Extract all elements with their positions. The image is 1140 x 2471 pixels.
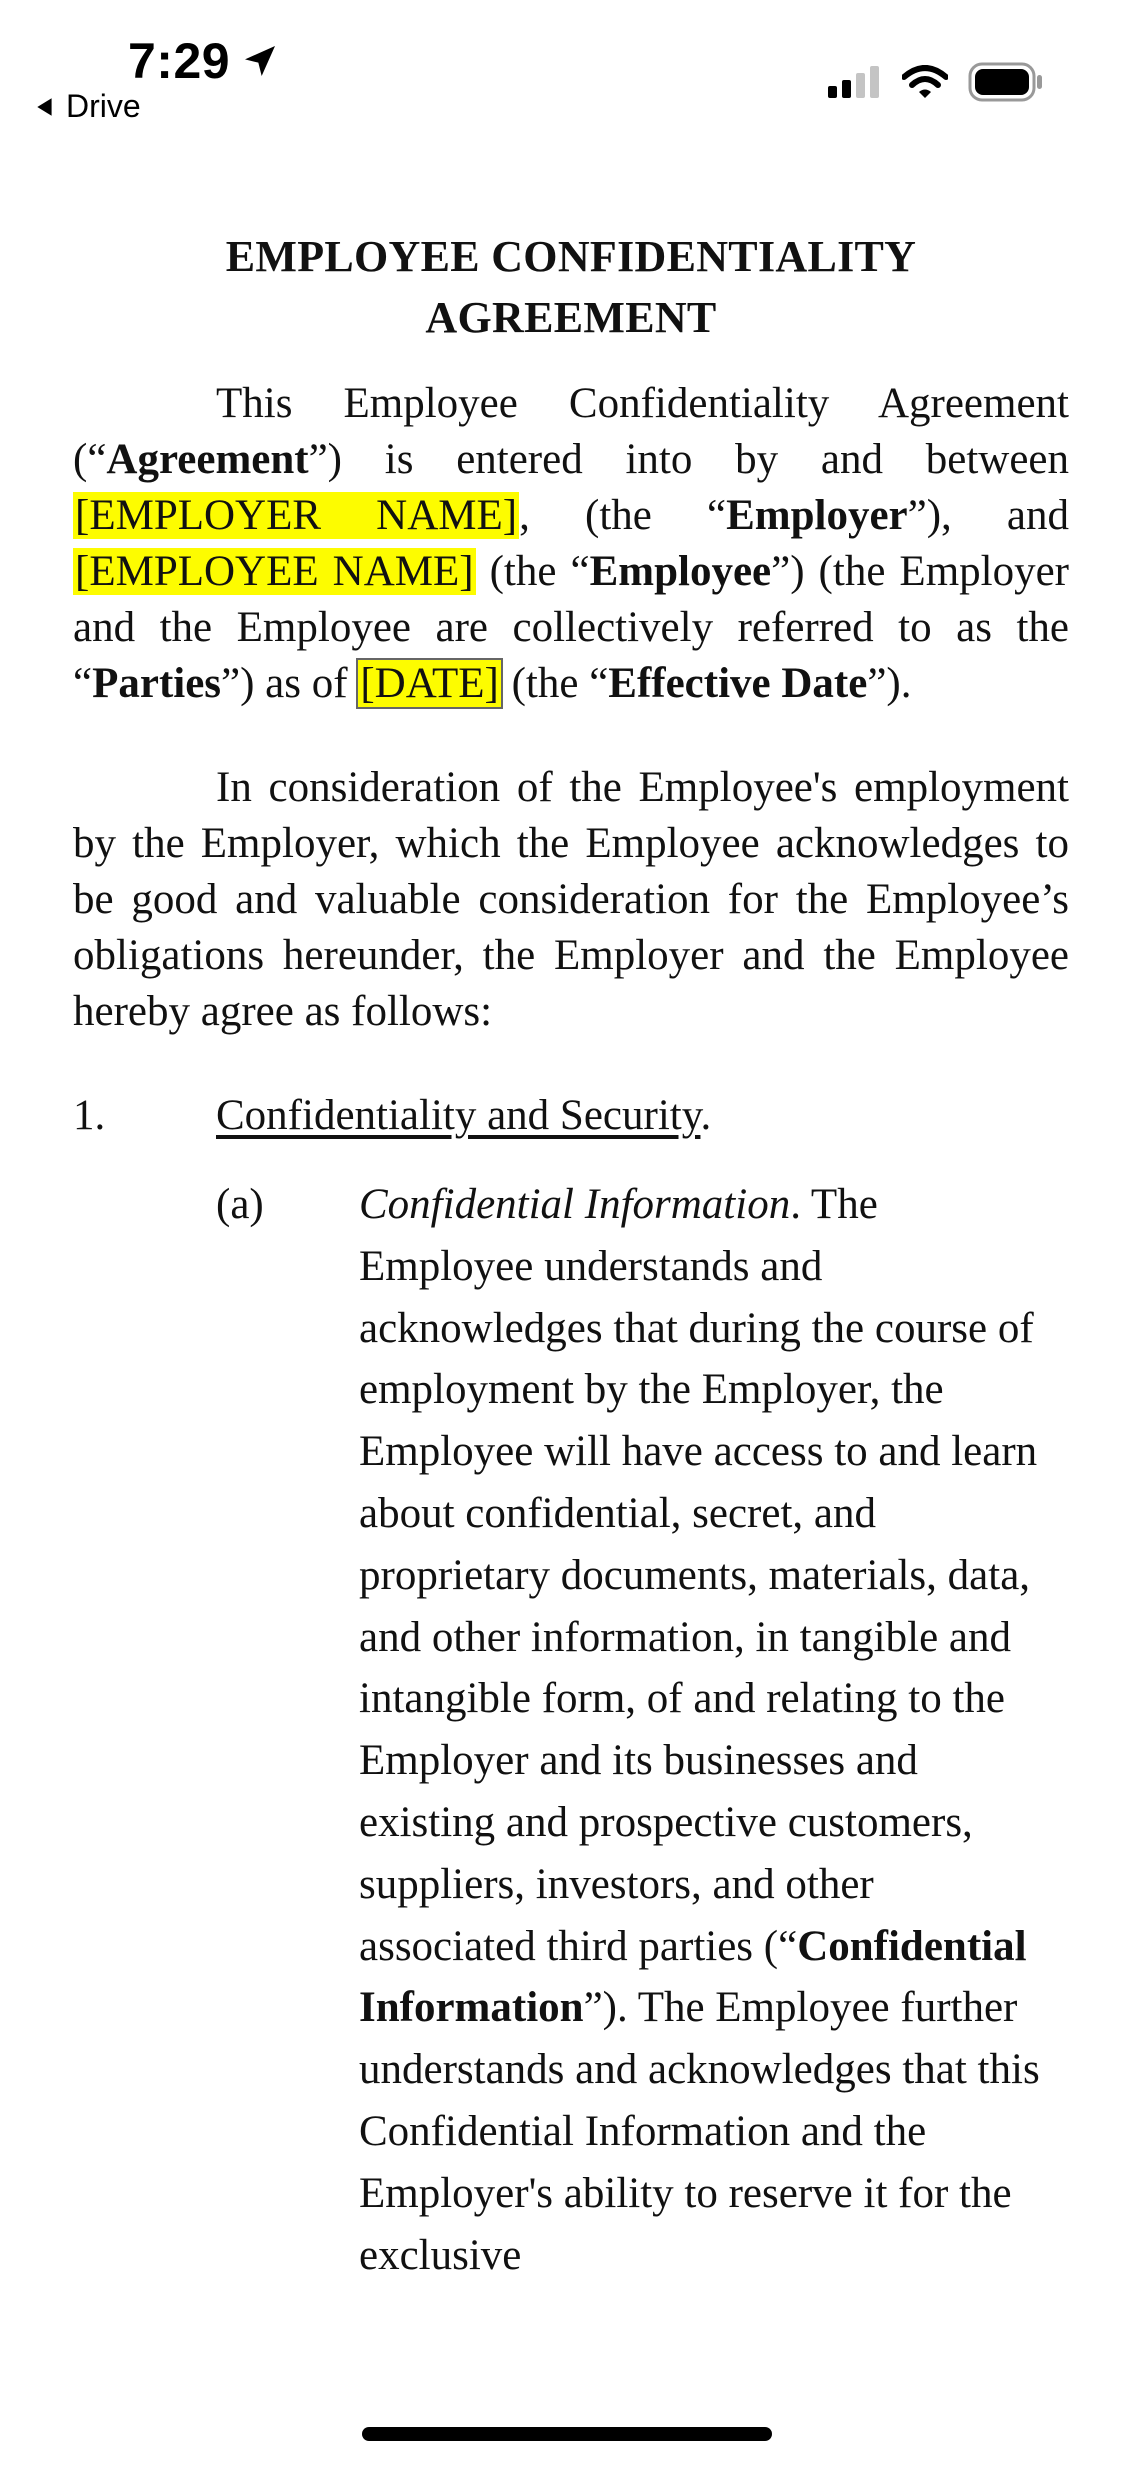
document-page: [73, 226, 1069, 2286]
intro-text: ”), and: [907, 492, 1069, 539]
employer-name-placeholder: [EMPLOYER NAME]: [75, 492, 518, 539]
signal-icon: [828, 66, 882, 98]
term-confidential-information: Confidential Information: [359, 1922, 1027, 2032]
term-effective-date: Effective Date: [608, 660, 868, 707]
term-agreement: Agreement: [106, 436, 309, 483]
subsection-heading: Confidential Information: [359, 1181, 791, 1228]
intro-text: ”).: [867, 660, 912, 707]
subsection-label: (a): [216, 1181, 264, 1228]
date-placeholder: [DATE]: [360, 660, 499, 707]
intro-text: ”) is entered into by and between: [308, 436, 1069, 483]
wifi-icon: [902, 65, 948, 99]
term-employer: Employer: [726, 492, 908, 539]
intro-paragraph: [73, 376, 1069, 712]
intro-text: This Employee Confidentiality Agreement (“: [73, 380, 1069, 483]
intro-text: ”) as of: [221, 660, 359, 707]
term-employee: Employee: [589, 548, 772, 595]
subsection-text: . The Employee understands and acknowledges that during the course of employment by the Employer, the Employee will have access to and learn about confidential, secret, and proprietary documents, materials, data, and other information, in tangible and intangible form, of and relating to the Employer and its businesses and existing and prospective customers, suppliers, investors, and other associated third parties (“: [359, 1181, 1038, 1970]
subsection-a: [73, 1174, 1069, 2286]
time-text: 7:29: [128, 33, 231, 89]
section-title: Confidentiality and Security: [216, 1092, 701, 1139]
subsection-text: ”). The Employee further understands and acknowledges that this Confidential Information and the Employer's ability to reserve it for the exclusive: [359, 1984, 1040, 2279]
consideration-paragraph: In consideration of the Employee's employment by the Employer, which the Employee acknowledges to be good and valuable consideration for the Employee’s obligations hereunder, the Employer and the Employee hereby agree as follows:: [73, 764, 1069, 1035]
intro-text: (the “: [500, 660, 609, 707]
back-triangle-icon: [34, 96, 56, 118]
section-title-period: .: [700, 1092, 712, 1139]
home-indicator[interactable]: [362, 2427, 772, 2441]
intro-text: (the “: [475, 548, 590, 595]
back-to-drive-button[interactable]: [34, 88, 141, 125]
term-parties: Parties: [92, 660, 222, 707]
status-bar: [0, 0, 1140, 140]
intro-text: , (the “: [519, 492, 727, 539]
title-line-2: AGREEMENT: [425, 293, 717, 342]
status-icons: [828, 62, 1044, 102]
document-title: [73, 226, 1069, 348]
intro-text: ”) (the Employer and the Employee are collectively referred to as the “: [73, 548, 1069, 707]
subsection-body: [359, 1174, 1059, 2286]
employee-name-placeholder: [EMPLOYEE NAME]: [75, 548, 474, 595]
section-number: 1.: [73, 1092, 106, 1139]
back-label: Drive: [66, 88, 141, 124]
section-1-heading: [73, 1088, 1069, 1144]
battery-icon: [968, 62, 1044, 102]
title-line-1: EMPLOYEE CONFIDENTIALITY: [225, 232, 917, 281]
location-arrow-icon: [240, 41, 280, 81]
status-time: [128, 32, 280, 90]
